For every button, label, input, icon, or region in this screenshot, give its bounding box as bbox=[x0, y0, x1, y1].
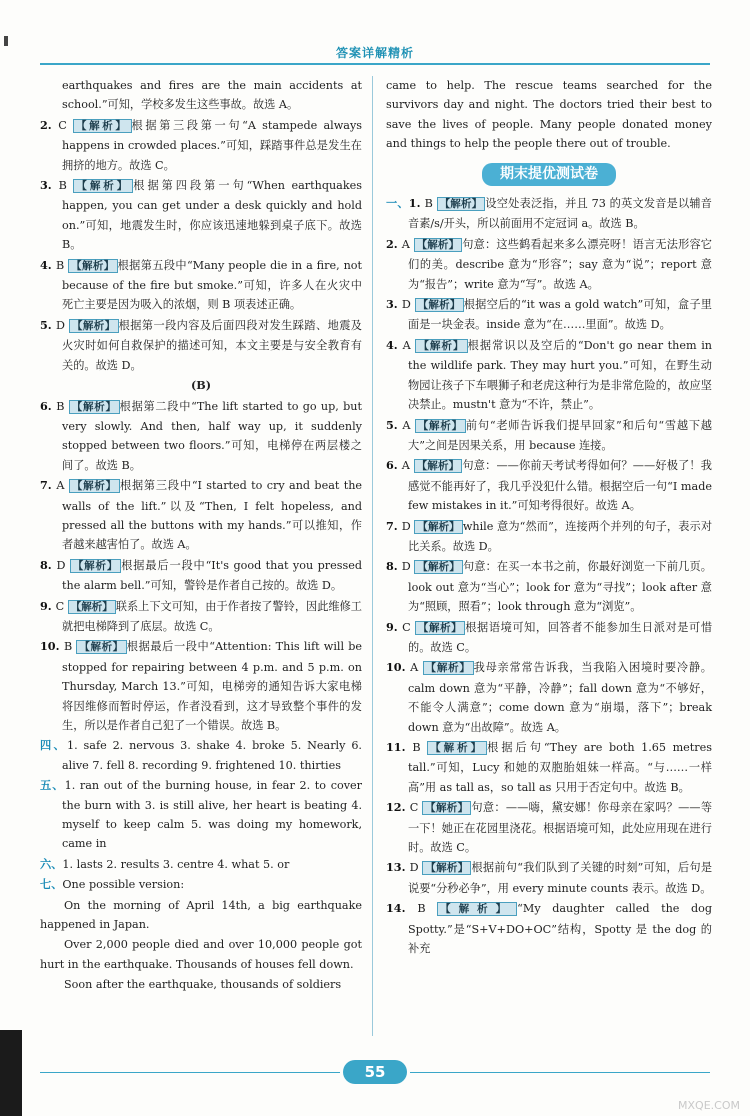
answer-item bbox=[386, 899, 712, 958]
item-answer: B bbox=[424, 197, 437, 211]
analysis-tag: 【解析】 bbox=[414, 459, 463, 473]
analysis-tag: 【解析】 bbox=[415, 621, 465, 635]
item-answer: D bbox=[401, 298, 415, 312]
edge-bar bbox=[0, 1030, 22, 1116]
item-text: 联系上下文可知，由于作者按了警铃，因此维修工就把电梯降到了底层。故选 C。 bbox=[62, 599, 362, 633]
analysis-tag: 【解析】 bbox=[73, 179, 133, 193]
item-number: 6. bbox=[386, 458, 402, 473]
answer-item bbox=[386, 416, 712, 456]
answer-item bbox=[386, 738, 712, 797]
analysis-tag: 【解析】 bbox=[73, 119, 132, 133]
answer-item bbox=[40, 556, 362, 596]
answer-item bbox=[40, 316, 362, 375]
answer-item bbox=[40, 597, 362, 637]
item-number: 7. bbox=[386, 518, 402, 533]
page-header: 答案详解精析 bbox=[335, 46, 414, 60]
analysis-tag: 【解析】 bbox=[69, 400, 120, 414]
answer-item bbox=[386, 798, 712, 857]
item-text: 根据最后一段中“Attention: This lift will be stopped for repairing between 4 p.m. and 5 p.m. on Thursday, March 13.”可知，电梯旁的通知告诉大家电梯将因维修而暂时停运，作者没看到，这才导致整个事件的发生，所以是作者自己犯了一个错误。故选 B。 bbox=[62, 640, 363, 732]
answer-item bbox=[386, 517, 712, 557]
item-number: 9. bbox=[40, 598, 56, 613]
item-text: 根据第二段中“The lift started to go up, but very slowly. And then, half way up, it suddenly stopped between two floors.”可知，电梯停在两层楼之间了。故选 B。 bbox=[62, 399, 362, 472]
item-text: 句意：这些鹤看起来多么漂亮呀！语言无法形容它们的美。describe 意为“形容”；say 意为“说”；report 意为“报告”；write 意为“写”。故选 A。 bbox=[408, 237, 712, 291]
item-text: 根据常识以及空后的“Don't go near them in the wildlife park. They may hurt you.”可知，在野生动物园让孩子下车喂狮子和老虎这种行为是非常危险的，故应坚决禁止。mustn't 意为“不许，禁止”。 bbox=[408, 338, 713, 412]
section-block bbox=[40, 855, 362, 874]
analysis-tag: 【解析】 bbox=[423, 661, 474, 675]
section-block bbox=[40, 736, 362, 775]
section-text: One possible version: bbox=[62, 878, 185, 892]
item-text: 句意：在买一本书之前，你最好浏览一下前几页。look out 意为“当心”；look for 意为“寻找”；look after 意为“照顾，照看”；look through 意为“浏览”。 bbox=[408, 560, 712, 614]
answer-item bbox=[386, 456, 712, 515]
exam-title bbox=[386, 163, 712, 186]
item-answer: C bbox=[58, 118, 73, 132]
item-number: 8. bbox=[386, 559, 402, 574]
analysis-tag: 【解析】 bbox=[437, 197, 486, 211]
item-text: 我母亲常常告诉我，当我陷入困境时要冷静。calm down 意为“平静，冷静”；fall down 意为“不够好，不能令人满意”；come down 意为“崩塌，落下”；break down 意为“出故障”。故选 A。 bbox=[408, 661, 712, 734]
analysis-tag: 【解析】 bbox=[414, 238, 463, 252]
analysis-tag: 【解析】 bbox=[422, 861, 471, 875]
item-text: “My daughter called the dog Spotty.”是“S+V+DO+OC”结构，Spotty 是 the dog 的补充 bbox=[408, 902, 713, 956]
section-block bbox=[40, 776, 362, 854]
analysis-tag: 【解析】 bbox=[415, 298, 464, 312]
item-answer: A bbox=[401, 459, 414, 473]
essay-paragraph: On the morning of April 14th, a big earthquake happened in Japan. bbox=[40, 898, 362, 932]
answer-item bbox=[386, 658, 712, 737]
analysis-tag: 【解析】 bbox=[68, 600, 116, 614]
item-text: 根据第三段第一句“A stampede always happens in crowded places.”可知，踩踏事件总是发生在拥挤的地方。故选 C。 bbox=[62, 118, 362, 172]
item-text: 句意：——嗨，黛安娜！你母亲在家吗？——等一下！她正在花园里浇花。根据语境可知，此处应用现在进行时。故选 C。 bbox=[408, 801, 713, 855]
item-number: 4. bbox=[40, 257, 56, 272]
essay-continuation: came to help. The rescue teams searched for the survivors day and night. The doctors tried their best to save the lives of people. Many people donated money and things to help the people there out of trouble. bbox=[386, 79, 712, 151]
answer-item bbox=[386, 618, 712, 658]
item-text: 前句“老师告诉我们提早回家”和后句“雪越下越大”之间是因果关系，用 because 连接。 bbox=[408, 418, 712, 452]
item-number: 8. bbox=[40, 557, 57, 572]
answer-item bbox=[40, 476, 362, 555]
section-text: 1. lasts 2. results 3. centre 4. what 5. or bbox=[62, 857, 290, 871]
item-number: 5. bbox=[386, 417, 403, 432]
analysis-tag: 【解析】 bbox=[415, 339, 467, 353]
section-label: 六、 bbox=[40, 856, 63, 871]
answer-item bbox=[40, 116, 362, 175]
item-text: 根据第四段第一句“When earthquakes happen, you can get under a desk quickly and hold on.”可知，地震发生时，你应该迅速地躲到桌子底下。故选 B。 bbox=[62, 179, 362, 252]
item-answer: B bbox=[63, 640, 77, 654]
section-label: 一、 bbox=[386, 196, 409, 211]
item-number: 9. bbox=[386, 619, 403, 634]
section-block bbox=[40, 875, 362, 894]
analysis-tag: 【解析】 bbox=[69, 479, 120, 493]
answer-item bbox=[386, 557, 712, 616]
item-number: 3. bbox=[40, 178, 59, 193]
item-number: 3. bbox=[386, 297, 402, 312]
footer-rule-right bbox=[410, 1072, 710, 1073]
item-answer: B bbox=[56, 399, 69, 413]
item-number: 7. bbox=[40, 478, 57, 493]
item-number: 5. bbox=[40, 317, 56, 332]
item-answer: B bbox=[55, 258, 69, 272]
item-answer: A bbox=[401, 237, 414, 251]
item-answer: A bbox=[410, 661, 423, 675]
analysis-tag: 【解析】 bbox=[422, 801, 471, 815]
item-number: 10. bbox=[386, 660, 411, 675]
analysis-tag: 【解析】 bbox=[427, 741, 487, 755]
item-answer: D bbox=[401, 519, 415, 533]
item-text: 根据后句“They are both 1.65 metres tall.”可知，Lucy 和她的双胞胎姐妹一样高。“与……一样高”用 as tall as，so tall as 只用于否定句中。故选 B。 bbox=[408, 741, 713, 794]
section-label: 四、 bbox=[40, 738, 67, 753]
item-number: 4. bbox=[386, 337, 403, 352]
item-answer: B bbox=[417, 902, 438, 916]
analysis-tag: 【解析】 bbox=[70, 559, 121, 573]
answer-item bbox=[386, 194, 712, 234]
section-text: 1. safe 2. nervous 3. shake 4. broke 5. Nearly 6. alive 7. fell 8. recording 9. frightened 10. thirties bbox=[62, 739, 362, 772]
item-number: 12. bbox=[386, 800, 410, 815]
item-answer: B bbox=[58, 179, 74, 193]
item-number: 13. bbox=[386, 860, 410, 875]
answer-item bbox=[386, 858, 712, 898]
item-number: 6. bbox=[40, 398, 57, 413]
item-text: 根据空后的“it was a gold watch”可知，盒子里面是一块金表。inside 意为“在……里面”。故选 D。 bbox=[408, 298, 712, 332]
item-answer: B bbox=[412, 741, 428, 754]
left-column bbox=[40, 76, 362, 996]
item-answer: D bbox=[409, 861, 423, 875]
item-answer: A bbox=[402, 338, 416, 352]
item-answer: C bbox=[55, 599, 68, 613]
item-number: 2. bbox=[386, 236, 402, 251]
item-answer: A bbox=[402, 418, 415, 432]
item-answer: C bbox=[409, 801, 423, 815]
item-number: 1. bbox=[408, 196, 425, 211]
intro-text: earthquakes and fires are the main accidents at school.”可知，学校多发生这些事故。故选 A。 bbox=[62, 79, 362, 112]
answer-item bbox=[40, 637, 362, 735]
right-column bbox=[386, 76, 712, 959]
item-answer: D bbox=[56, 558, 70, 572]
item-answer: C bbox=[402, 620, 415, 634]
item-number: 10. bbox=[40, 639, 64, 654]
item-number: 11. bbox=[386, 740, 413, 754]
item-text: 根据第五段中“Many people die in a fire, not because of the fire but smoke.”可知，许多人在火灾中死亡主要是因为吸入的浓烟，则 B 项表述正确。 bbox=[62, 258, 363, 312]
item-text: 根据第三段中“I started to cry and beat the walls of the lift.”以及“Then, I felt hopeless, and pressed all the buttons with my hands.”可以推知，作者越来越害怕了。故选 A。 bbox=[62, 479, 363, 552]
exam-title-text: 期末提优测试卷 bbox=[482, 163, 616, 186]
analysis-tag: 【解析】 bbox=[414, 520, 462, 534]
analysis-tag: 【解析】 bbox=[68, 259, 118, 273]
answer-item bbox=[386, 235, 712, 294]
analysis-tag: 【解析】 bbox=[414, 560, 463, 574]
essay-paragraph: Over 2,000 people died and over 10,000 people got hurt in the earthquake. Thousands of houses fell down. bbox=[40, 938, 362, 971]
item-text: 根据前句“我们队到了关键的时刻”可知，后句是说要“分秒必争”，用 every minute counts 表示。故选 D。 bbox=[408, 861, 713, 895]
footer-rule-left bbox=[40, 1072, 340, 1073]
section-label: 七、 bbox=[40, 877, 63, 892]
item-answer: A bbox=[56, 479, 69, 493]
analysis-tag: 【解析】 bbox=[76, 640, 126, 654]
item-text: 设空处表泛指，并且 73 的英文发音是以辅音音素/s/开头，所以前面用不定冠词 a。故选 B。 bbox=[408, 197, 712, 231]
answer-item bbox=[40, 397, 362, 476]
watermark: MXQE.COM bbox=[678, 1099, 740, 1112]
item-answer: D bbox=[401, 560, 415, 574]
item-text: 根据语境可知，回答者不能参加生日派对是可惜的。故选 C。 bbox=[408, 620, 713, 654]
answer-item bbox=[40, 256, 362, 315]
analysis-tag: 【解析】 bbox=[415, 419, 466, 433]
answer-item bbox=[40, 176, 362, 255]
item-text: 句意：——你前天考试考得如何？——好极了！我感觉不能再好了，我几乎没犯什么错。根据空后一句“I made few mistakes in it.”可知考得很好。故选 A。 bbox=[408, 459, 712, 513]
page-number: 55 bbox=[343, 1060, 407, 1084]
section-b-heading: (B) bbox=[190, 378, 212, 393]
analysis-tag: 【解析】 bbox=[69, 319, 119, 333]
item-text: 根据最后一段中“It's good that you pressed the alarm bell.”可知，警铃是作者自己按的。故选 D。 bbox=[62, 558, 363, 593]
column-divider bbox=[372, 76, 373, 1036]
header-rule bbox=[40, 63, 710, 65]
item-number: 14. bbox=[386, 901, 418, 916]
item-text: while 意为“然而”，连接两个并列的句子，表示对比关系。故选 D。 bbox=[408, 519, 713, 553]
essay-paragraph: Soon after the earthquake, thousands of soldiers bbox=[64, 978, 342, 992]
answer-item bbox=[386, 336, 712, 415]
analysis-tag: 【解析】 bbox=[437, 902, 517, 916]
item-text: 根据第一段内容及后面四段对发生踩踏、地震及火灾时如何自救保护的描述可知，本文主要是与安全教育有关的。故选 D。 bbox=[62, 318, 362, 372]
answer-item bbox=[386, 295, 712, 335]
item-answer: D bbox=[56, 318, 69, 332]
section-text: 1. ran out of the burning house, in fear 2. to cover the burn with 3. is still alive, her heart is beating 4. myself to keep calm 5. was doing my homework, came in bbox=[62, 779, 362, 851]
item-number: 2. bbox=[40, 117, 59, 132]
section-label: 五、 bbox=[40, 778, 65, 793]
